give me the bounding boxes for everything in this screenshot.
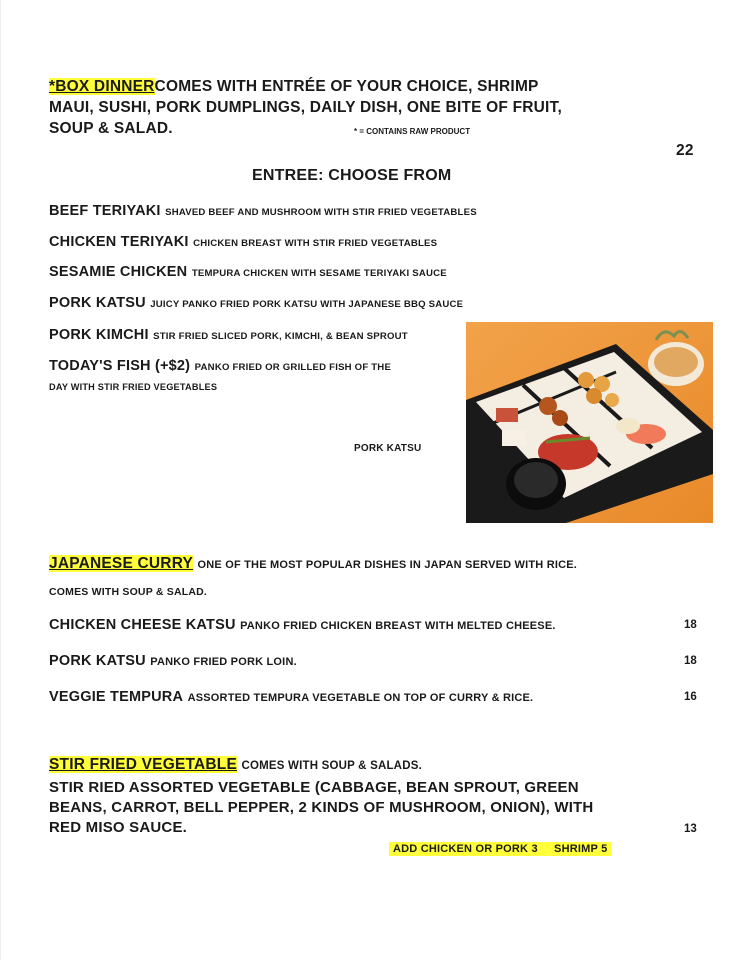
- entree-name: BEEF TERIYAKI: [49, 203, 161, 219]
- entree-desc: TEMPURA CHICKEN WITH SESAME TERIYAKI SAUCE: [191, 268, 447, 279]
- raw-product-note: * = CONTAINS RAW PRODUCT: [354, 127, 471, 136]
- box-dinner-heading: *BOX DINNER: [49, 78, 155, 95]
- box-dinner-line1: [49, 78, 539, 96]
- stir-fried-line2: BEANS, CARROT, BELL PEPPER, 2 KINDS OF MUSHROOM, ONION), WITH: [49, 799, 594, 816]
- curry-item-price: 18: [684, 619, 697, 631]
- box-dinner-desc3: SOUP & SALAD.: [49, 120, 173, 137]
- stir-fried-header: [49, 756, 422, 774]
- stir-fried-line1: STIR RIED ASSORTED VEGETABLE (CABBAGE, BEAN SPROUT, GREEN: [49, 779, 579, 796]
- entree-item: [49, 263, 447, 281]
- stir-fried-heading: STIR FRIED VEGETABLE: [49, 756, 238, 773]
- curry-item-desc: PANKO FRIED CHICKEN BREAST WITH MELTED CHEESE.: [240, 620, 556, 632]
- curry-item-desc: ASSORTED TEMPURA VEGETABLE ON TOP OF CURRY & RICE.: [187, 692, 534, 704]
- curry-item: [49, 688, 533, 706]
- entree-desc: STIR FRIED SLICED PORK, KIMCHI, & BEAN SPROUT: [153, 331, 408, 342]
- box-dinner-desc1: COMES WITH ENTRÉE OF YOUR CHOICE, SHRIMP: [154, 78, 539, 95]
- entree-name: PORK KIMCHI: [49, 327, 149, 343]
- addon-note: ADD CHICKEN OR PORK 3 SHRIMP 5: [389, 842, 611, 856]
- curry-item-price: 18: [684, 655, 697, 667]
- curry-item: [49, 652, 297, 670]
- entree-desc: PANKO FRIED OR GRILLED FISH OF THE: [194, 362, 392, 373]
- curry-item-price: 16: [684, 691, 697, 703]
- curry-heading: JAPANESE CURRY: [49, 555, 194, 572]
- curry-desc: ONE OF THE MOST POPULAR DISHES IN JAPAN SERVED WITH RICE.: [197, 559, 578, 571]
- curry-item-name: CHICKEN CHEESE KATSU: [49, 617, 236, 633]
- entree-item: [49, 294, 463, 312]
- stir-fried-line3: RED MISO SAUCE.: [49, 819, 188, 836]
- curry-header: [49, 555, 577, 573]
- entree-desc-continued: DAY WITH STIR FRIED VEGETABLES: [49, 382, 218, 392]
- entree-name: TODAY'S FISH (+$2): [49, 358, 191, 374]
- box-dinner-desc2: MAUI, SUSHI, PORK DUMPLINGS, DAILY DISH, ONE BITE OF FRUIT,: [49, 99, 563, 116]
- entree-desc: JUICY PANKO FRIED PORK KATSU WITH JAPANESE BBQ SAUCE: [150, 299, 464, 310]
- entree-desc: CHICKEN BREAST WITH STIR FRIED VEGETABLES: [193, 238, 438, 249]
- curry-item: [49, 616, 556, 634]
- entree-item: [49, 357, 391, 375]
- curry-item-name: PORK KATSU: [49, 653, 146, 669]
- entree-desc: SHAVED BEEF AND MUSHROOM WITH STIR FRIED VEGETABLES: [165, 207, 477, 218]
- entree-item: [49, 326, 408, 344]
- bento-box-photo: [466, 322, 713, 523]
- box-dinner-price: 22: [676, 142, 694, 159]
- entree-item: [49, 233, 437, 251]
- curry-desc2: COMES WITH SOUP & SALAD.: [49, 586, 208, 598]
- entree-name: PORK KATSU: [49, 295, 146, 311]
- entree-heading: ENTREE: CHOOSE FROM: [252, 167, 452, 184]
- entree-name: CHICKEN TERIYAKI: [49, 234, 189, 250]
- stir-fried-price: 13: [684, 823, 697, 835]
- curry-item-name: VEGGIE TEMPURA: [49, 689, 184, 705]
- entree-item: [49, 202, 477, 220]
- curry-item-desc: PANKO FRIED PORK LOIN.: [150, 656, 297, 668]
- stir-fried-desc: COMES WITH SOUP & SALADS.: [241, 760, 422, 772]
- entree-name: SESAMIE CHICKEN: [49, 264, 188, 280]
- photo-caption: PORK KATSU: [354, 443, 422, 454]
